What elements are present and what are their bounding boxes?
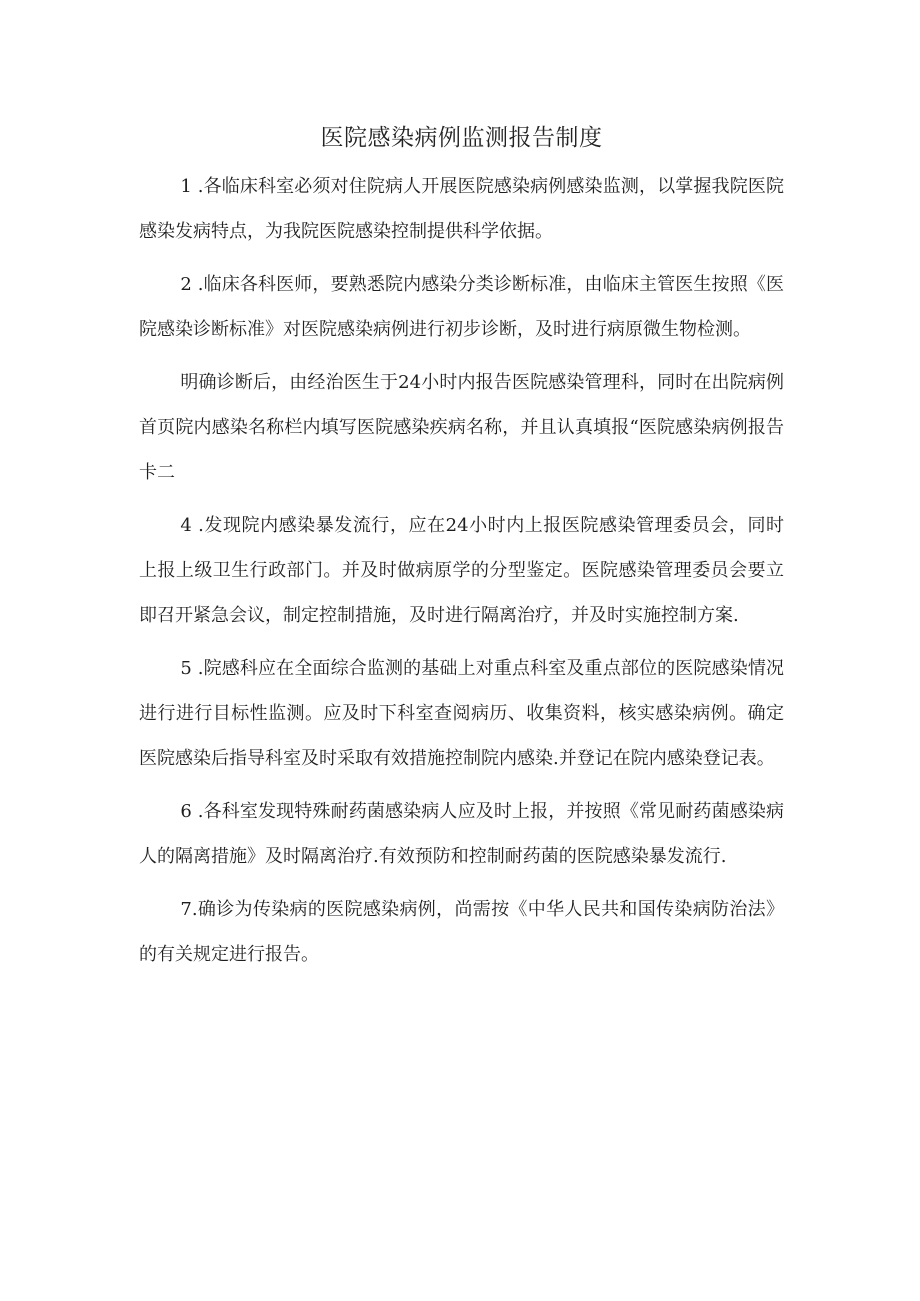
paragraph-7: 7.确诊为传染病的医院感染病例，尚需按《中华人民共和国传染病防治法》的有关规定进行报告。 — [139, 899, 784, 965]
document-title: 医院感染病例监测报告制度 — [320, 125, 603, 151]
paragraph-5: 5 .院感科应在全面综合监测的基础上对重点科室及重点部位的医院感染情况进行进行目标性监测。应及时下科室查阅病历、收集资料，核实感染病例。确定医院感染后指导科室及时采取有效措施控制院内感染.并登记在院内感染登记表。 — [139, 658, 784, 769]
paragraph-3: 明确诊断后，由经治医生于24小时内报告医院感染管理科，同时在出院病例首页院内感染名称栏内填写医院感染疾病名称，并且认真填报“医院感染病例报告卡二 — [139, 372, 784, 483]
paragraph-1: 1 .各临床科室必须对住院病人开展医院感染病例感染监测，以掌握我院医院感染发病特点，为我院医院感染控制提供科学依据。 — [139, 176, 784, 242]
paragraph-6: 6 .各科室发现特殊耐药菌感染病人应及时上报，并按照《常见耐药菌感染病人的隔离措施》及时隔离治疗.有效预防和控制耐药菌的医院感染暴发流行. — [139, 801, 784, 867]
paragraph-2: 2 .临床各科医师，要熟悉院内感染分类诊断标准，由临床主管医生按照《医院感染诊断标准》对医院感染病例进行初步诊断，及时进行病原微生物检测。 — [139, 274, 784, 340]
document-page — [139, 118, 784, 985]
paragraph-4: 4 .发现院内感染暴发流行，应在24小时内上报医院感染管理委员会，同时上报上级卫生行政部门。并及时做病原学的分型鉴定。医院感染管理委员会要立即召开紧急会议，制定控制措施，及时进行隔离治疗，并及时实施控制方案. — [139, 515, 784, 626]
